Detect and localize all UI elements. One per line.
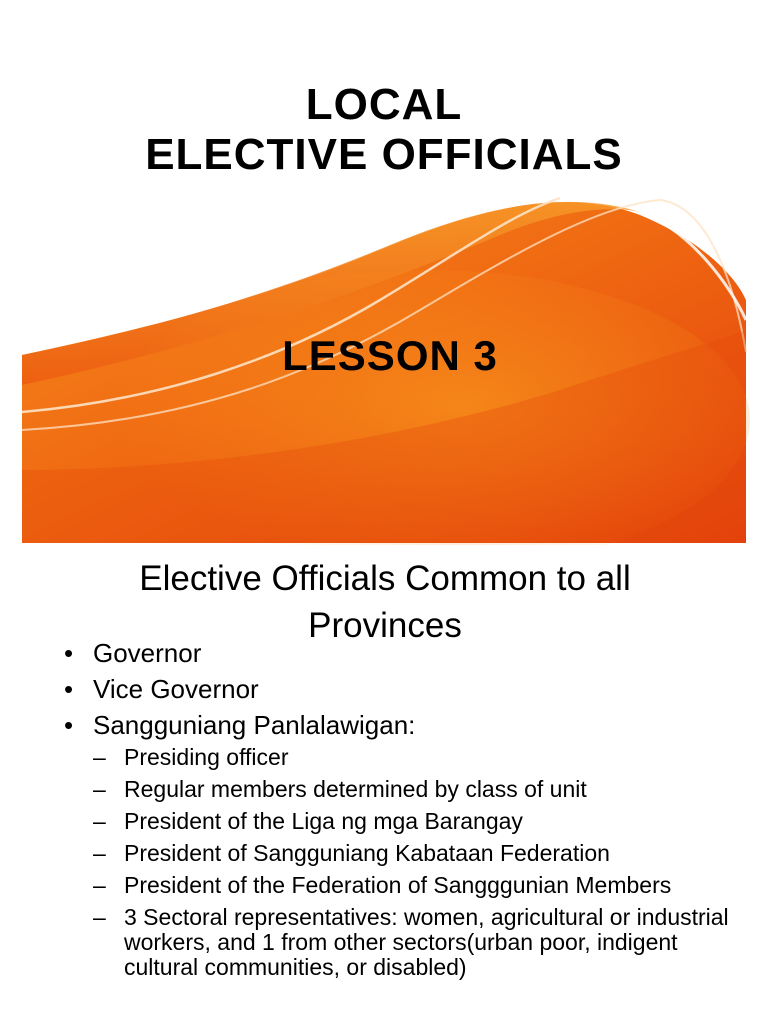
bullet-text: Governor <box>93 638 202 668</box>
bullet-item-sangguniang <box>62 707 742 980</box>
sub-item <box>93 809 742 834</box>
dash-marker: – <box>93 744 106 770</box>
sub-item <box>93 873 742 898</box>
slide-title <box>0 80 768 180</box>
sub-item-text: 3 Sectoral representatives: women, agricultural or industrial workers, and 1 from other sectors(urban poor, indigent cultural communities, or disabled) <box>124 904 729 980</box>
sub-item <box>93 777 742 802</box>
bullet-text: Sangguniang Panlalawigan: <box>93 710 416 740</box>
dash-marker: – <box>93 904 106 930</box>
bullet-item-vice-governor <box>62 671 742 707</box>
sub-item-text: Presiding officer <box>124 744 289 770</box>
content-slide <box>0 545 768 1024</box>
dash-marker: – <box>93 808 106 834</box>
sub-item-text: Regular members determined by class of unit <box>124 776 587 802</box>
sub-item <box>93 905 742 980</box>
content-heading: Elective Officials Common to all Provinces <box>139 559 631 645</box>
sub-bullet-list <box>93 745 742 980</box>
sub-item-text: President of the Liga ng mga Barangay <box>124 808 523 834</box>
bullet-marker: • <box>64 638 74 668</box>
dash-marker: – <box>93 840 106 866</box>
lesson-subtitle: LESSON 3 <box>282 332 498 379</box>
sub-item <box>93 841 742 866</box>
bullet-marker: • <box>64 710 74 740</box>
bullet-list <box>62 635 742 987</box>
dash-marker: – <box>93 872 106 898</box>
sub-item-text: President of the Federation of Sangggunian Members <box>124 872 672 898</box>
sub-item-text: President of Sangguniang Kabataan Federation <box>124 840 610 866</box>
sub-item <box>93 745 742 770</box>
bullet-marker: • <box>64 674 74 704</box>
title-line-2: ELECTIVE OFFICIALS <box>145 130 623 179</box>
bullet-text: Vice Governor <box>93 674 259 704</box>
bullet-item-governor <box>62 635 742 671</box>
dash-marker: – <box>93 776 106 802</box>
title-line-1: LOCAL <box>305 80 463 129</box>
